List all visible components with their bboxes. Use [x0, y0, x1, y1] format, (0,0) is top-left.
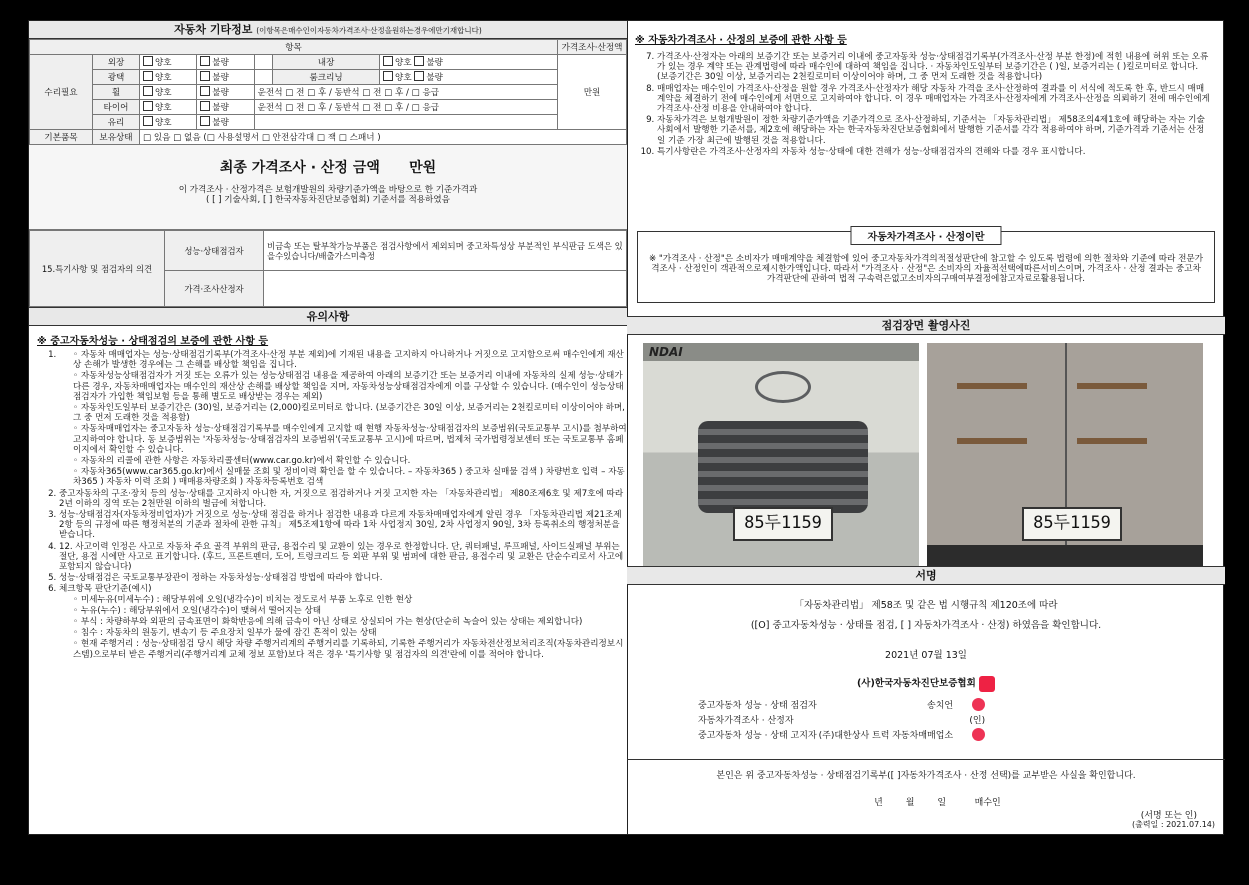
part-label: 내장	[273, 55, 380, 70]
basic-part: 보유상태	[93, 130, 140, 145]
check-good[interactable]: 양호	[140, 70, 197, 85]
notice-item: 5. 성능·상태점검은 국토교통부장관이 정하는 자동차성능·상태점검 방법에 따라야 합니다.	[59, 573, 627, 583]
notice-item: 3. 성능·상태점검자(자동차정비업자)가 거짓으로 성능·상태 점검을 하거나 점검한 내용과 다르게 자동차매매업자에게 알린 경우 「자동차관리법 제21조제2항 등의 규정에 따른 행정처분의 기준과 절차에 관한 규칙」 제5조제1항에 따라 1차 사업정지 30일, 2차 사업정지 90일, 3차 등록취소의 행정처분을 받습니다.	[59, 510, 627, 541]
basic-values[interactable]: □ 있음 □ 없음 (□ 사용설명서 □ 안전삼각대 □ 잭 □ 스패너 )	[140, 130, 627, 145]
criteria-title: 체크항목 판단기준(예시)	[59, 584, 152, 595]
explain-title: 자동차가격조사 · 산정이란	[850, 226, 1001, 245]
check-good[interactable]: 양호	[140, 115, 197, 130]
position-checks[interactable]: 운전석 □ 전 □ 후 / 동반석 □ 전 □ 후 / □ 응급	[254, 85, 557, 100]
check-good[interactable]: 양호	[140, 100, 197, 115]
plate-rear: 85두1159	[1022, 507, 1122, 541]
rear-photo	[927, 343, 1203, 571]
part-label: 광택	[93, 70, 140, 85]
sig-mark: (인)	[969, 716, 986, 726]
part-label: 유리	[93, 115, 140, 130]
plate-front: 85두1159	[733, 507, 833, 541]
unit-label: 만원	[558, 55, 627, 130]
check-bad[interactable]: 불량	[197, 70, 254, 85]
check-bad[interactable]: 불량	[197, 100, 254, 115]
criteria-item: ◦ 현재 주행거리 : 성능·상태점검 당시 해당 차량 주행거리계의 주행거리를 기록하되, 기록한 주행거리가 자동차전산정보처리조직(자동차관리정보시스템)으로부터 받은 주행거리(주행거리계 교체 정보 포함)보다 적은 경우 '특기사항 및 점검자의 의견'란에 이를 적어야 합니다.	[73, 639, 627, 659]
part-label: 외장	[93, 55, 140, 70]
final-price: 최종 가격조사 · 산정 금액 만원	[219, 160, 437, 176]
notice-sub: ◦ 자동차성능상태점검자가 거짓 또는 오류가 있는 성능상태점검 내용을 제공하여 아래의 보증기간 또는 보증거리 이내에 자동차의 실제 성능·상태가 다른 경우, 자동차매매업자는 매수인의 재산상 손해를 배상할 책임을 지며, 자동차성능상태점검자에게 이를 구상할 수 있습니다. (매수인이 성능상태점검자가 가입한 책임보험 등을 통해 별도로 배상받는 경우는 제외)	[73, 371, 627, 402]
receipt-block	[627, 759, 1225, 828]
org-stamp-icon	[979, 676, 995, 692]
receipt-date: 년 월 일 매수인 (서명 또는 인)	[874, 798, 1197, 821]
notice-sub: ◦ 자동차의 리콜에 관한 사항은 자동차리콜센터(www.car.go.kr)에서 확인할 수 있습니다.	[73, 456, 627, 466]
print-date: (출력일 : 2021.07.14)	[1131, 820, 1215, 829]
notice-item	[59, 350, 627, 488]
price-note: 9. 자동차가격은 보험개발원이 정한 차량기준가액을 기준가격으로 조사·산정하되, 기준서는 「자동차관리법」 제58조의4제1호에 해당하는 자는 기술사회에서 발행한 기준서를, 제2호에 해당하는 자는 한국자동차진단보증협회에서 발행한 기준서를 각각 적용하여야 하며, 기준가격과 기준서는 산정일 기준 가장 최근에 발행된 것을 적용합니다.	[657, 115, 1211, 146]
appraiser-text	[264, 271, 627, 307]
right-column	[627, 21, 1225, 834]
receipt-sign: (서명 또는 인)	[1140, 811, 1197, 821]
sig-name: 송치언	[927, 701, 954, 711]
check-good[interactable]: 양호	[140, 55, 197, 70]
sig-role: 중고자동차 성능 · 상태 점검자	[698, 701, 817, 711]
left-column	[29, 21, 628, 834]
org-name: (사)한국자동차진단보증협회	[856, 678, 976, 689]
signature-table	[697, 697, 986, 742]
part-label: 휠	[93, 85, 140, 100]
inspector-text: 비금속 또는 탈부착가능부품은 점검사항에서 제외되며 중고차특성상 부분적인 부식판금 도색은 있을수있습니다/배출가스미측정	[264, 231, 627, 271]
opinion-table	[29, 230, 627, 307]
warranty-title: ※ 중고자동차성능 · 상태점검의 보증에 관한 사항 등	[37, 336, 269, 347]
check-pair[interactable]: 양호 불량	[380, 70, 558, 85]
col-price: 가격조사·산정액	[558, 40, 627, 55]
final-note-2: ( [ ] 기술사회, [ ] 한국자동차진단보증협회) 기준서를 적용하였음	[206, 195, 450, 206]
price-warranty-title: ※ 자동차가격조사 · 산정의 보증에 관한 사항 등	[635, 35, 847, 46]
sig-role: 자동차가격조사 · 산정자	[698, 716, 794, 726]
price-notes	[627, 52, 1225, 157]
seal-icon	[972, 698, 985, 711]
sig-name: (주)대한상사 트럭 자동차매매업소	[818, 731, 954, 741]
final-note-1: 이 가격조사 · 산정가격은 보험개발원의 차량기준가액을 바탕으로 한 기준가격과	[178, 185, 478, 195]
sign-date: 2021년 07월 13일	[885, 650, 967, 661]
other-info-title: 자동차 기타정보	[174, 23, 253, 36]
inspector-label: 성능·상태점검자	[165, 231, 264, 271]
front-photo	[643, 343, 919, 571]
door-latch	[957, 383, 1027, 389]
price-note: 8. 매매업자는 매수인이 가격조사·산정을 원할 경우 가격조사·산정자가 해당 자동차 가격을 조사·산정하여 결과를 이 서식에 적도록 한 후, 반드시 매매계약을 체결하기 전에 매수인에게 서면으로 고지하여야 합니다. 이 경우 매매업자는 가격조사·산정자에게 가격조사·산정을 의뢰하기 전에 매수인에게 가격조사·산정 비용을 안내하여야 합니다.	[657, 84, 1211, 115]
notice-item: 4. 12. 사고이력 인정은 사고로 자동차 주요 골격 부위의 판금, 용접수리 및 교환이 있는 경우로 한정합니다. 단, 쿼터패널, 루프패널, 사이드실패널 부위는 절단, 용접 시에만 사고로 표기합니다. (후드, 프론트펜더, 도어, 트렁크리드 등 외판 부위 및 범퍼에 대한 판금, 용접수리 및 교환은 단순수리로서 사고에 포함되지 않습니다)	[59, 542, 627, 573]
confirm-line: ([O] 중고자동차성능 · 상태를 점검, [ ] 자동차가격조사 · 산정) 하였음을 확인합니다.	[750, 620, 1102, 631]
opinion-label: 15.특기사항 및 점검자의 의견	[30, 231, 165, 307]
notice-sub: ◦ 자동차매매업자는 중고자동차 성능·상태점검기록부를 매수인에게 고지할 때 현행 자동차성능·상태점검자의 보증범위(국토교통부 고시)를 첨부하여 고지하여야 합니다. 동 보증범위는 '자동차성능·상태점검자의 보증범위'(국토교통부 고시)에 따르며, 법제처 국가법령정보센터 또는 국토교통부 홈페이지에서 확인할 수 있습니다.	[73, 424, 627, 455]
appraiser-label: 가격·조사산정자	[165, 271, 264, 307]
hyundai-emblem-icon	[755, 371, 811, 403]
check-bad[interactable]: 불량	[197, 55, 254, 70]
criteria-item: ◦ 침수 : 자동차의 원동기, 변속기 등 주요장치 일부가 물에 잠긴 흔적이 있는 상태	[73, 628, 627, 638]
notice-item	[59, 584, 627, 659]
check-bad[interactable]: 불량	[197, 85, 254, 100]
notice-list	[29, 350, 627, 660]
brand-lettering: NDAI	[649, 345, 683, 359]
law-line: 「자동차관리법」 제58조 및 같은 법 시행규칙 제120조에 따라	[794, 600, 1058, 611]
sig-role: 중고자동차 성능 · 상태 고지자	[698, 731, 817, 741]
door-latch	[1077, 383, 1147, 389]
final-price-box	[29, 145, 627, 230]
notice-header	[29, 307, 627, 326]
check-bad[interactable]: 불량	[197, 115, 254, 130]
door-latch	[957, 438, 1027, 444]
sign-body	[627, 593, 1225, 692]
notice-title: 유의사항	[306, 310, 350, 323]
repair-table	[29, 39, 627, 145]
part-label: 타이어	[93, 100, 140, 115]
receipt-line: 본인은 위 중고자동차성능 · 상태점검기록부([ ]자동차가격조사 · 산정 선택)를 교부받은 사실을 확인합니다.	[716, 771, 1136, 781]
door-latch	[1077, 438, 1147, 444]
check-good[interactable]: 양호	[140, 85, 197, 100]
col-item: 항목	[30, 40, 558, 55]
criteria-item: ◦ 부식 : 차량하부와 외판의 금속표면이 화학반응에 의해 금속이 아닌 상태로 상실되어 가는 현상(단순히 녹슬어 있는 상태는 제외합니다)	[73, 617, 627, 627]
part-label: 룸크리닝	[273, 70, 380, 85]
basic-label: 기본품목	[30, 130, 93, 145]
notice-sub: ◦ 자동차365(www.car365.go.kr)에서 실매물 조회 및 정비이력 확인을 할 수 있습니다. – 자동차365 ) 중고차 실매물 검색 ) 차량번호 입력 – 자동차365 ) 자동차 이력 조회 ) 매매용차량조회 ) 자동차등록번호 검색	[73, 467, 627, 487]
seal-icon	[972, 728, 985, 741]
criteria-item: ◦ 미세누유(미세누수) : 해당부위에 오일(냉각수)이 비치는 정도로서 부품 노후로 인한 현상	[73, 595, 627, 605]
position-checks[interactable]: 운전석 □ 전 □ 후 / 동반석 □ 전 □ 후 / □ 응급	[254, 100, 557, 115]
price-note: 10. 특기사항란은 가격조사·산정자의 자동차 성능·상태에 대한 견해가 성능·상태점검자의 견해와 다를 경우 표시합니다.	[657, 147, 1211, 157]
notice-item: 2. 중고자동차의 구조·장치 등의 성능·상태를 고지하지 아니한 자, 거짓으로 점검하거나 거짓 고지한 자는 「자동차관리법」 제80조제6호 및 제7호에 따라 2년 이하의 징역 또는 2천만원 이하의 벌금에 처합니다.	[59, 489, 627, 509]
explain-box	[637, 231, 1215, 303]
sign-header	[627, 566, 1225, 585]
sig-name	[818, 712, 954, 727]
other-info-header	[29, 21, 627, 39]
org-line	[627, 675, 1225, 692]
check-pair[interactable]: 양호 불량	[380, 55, 558, 70]
repair-label: 수리필요	[30, 55, 93, 130]
explain-text: ※ "가격조사 · 산정"은 소비자가 매매계약을 체결함에 있어 중고자동차가격의적절성판단에 참고할 수 있도록 법령에 의한 절차와 기준에 따라 전문가격조사 · 산정인이 객관적으로제시한가액입니다. 따라서 "가격조사 · 산정"은 소비자의 자율적선택에따른서비스이며, 가격조사 · 산정 결과는 중고차 가격판단에 관하여 법적 구속력은없고소비자의구매여부결정에참고자료로활용됩니다.	[648, 254, 1204, 285]
grille	[698, 421, 868, 513]
photo-header	[627, 316, 1225, 335]
sign-title: 서명	[915, 569, 937, 582]
notice-sub: ◦ 1. 자동차 매매업자는 성능·상태점검기록부(가격조사·산정 부분 제외)에 기재된 내용을 고지하지 아니하거나 거짓으로 고지함으로써 매수인에게 재산상 손해가 발생한 경우에는 그 손해를 배상할 책임을 집니다.	[73, 350, 627, 370]
price-note: 7. 가격조사·산정자는 아래의 보증기간 또는 보증거리 이내에 중고자동차 성능·상태점검기록부(가격조사·산정 부분 한정)에 적힌 내용에 허위 또는 오류가 있는 경우 계약 또는 관계법령에 따라 매수인에 대하여 책임을 집니다. · 자동차인도일부터 보증기간은 ( )일, 보증거리는 ( )킬로미터로 합니다. (보증기간은 30일 이상, 보증거리는 2천킬로미터 이상이어야 하며, 그 중 먼저 도래한 것을 적용합니다)	[657, 52, 1211, 83]
criteria-item: ◦ 누유(누수) : 해당부위에서 오일(냉각수)이 맺혀서 떨어지는 상태	[73, 606, 627, 616]
photo-title: 점검장면 촬영사진	[881, 319, 971, 332]
report-page	[28, 20, 1224, 835]
notice-sub: ◦ 자동차인도일부터 보증기간은 (30)일, 보증거리는 (2,000)킬로미터로 합니다. (보증기간은 30일 이상, 보증거리는 2천킬로미터 이상이어야 하며, 그 중 먼저 도래한 것을 적용함)	[73, 403, 627, 423]
other-info-note: (이항목은매수인이자동차가격조사·산정을원하는경우에만기재합니다)	[256, 26, 482, 35]
